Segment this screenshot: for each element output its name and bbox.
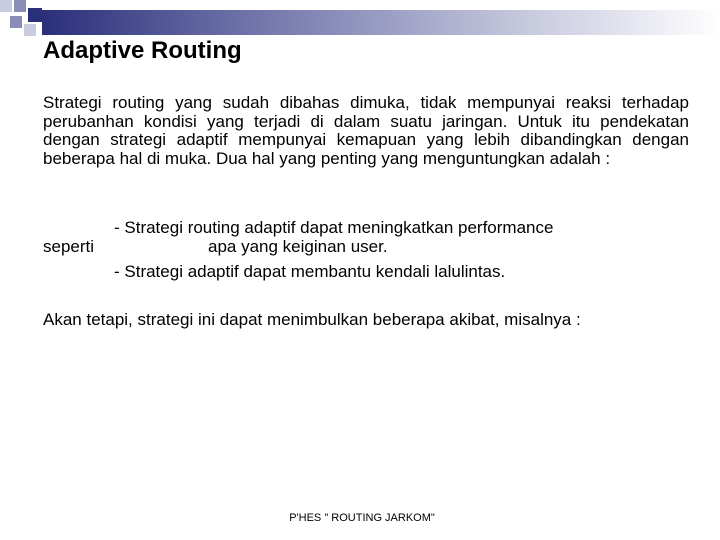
header-gradient-bar xyxy=(42,10,720,35)
closing-paragraph: Akan tetapi, strategi ini dapat menimbulkan beberapa akibat, misalnya : xyxy=(43,310,581,329)
seperti-label: seperti xyxy=(43,237,95,256)
bullet-1-line-2: apa yang keiginan user. xyxy=(208,237,388,256)
deco-square-1 xyxy=(0,0,12,12)
deco-square-4 xyxy=(10,16,22,28)
deco-square-2 xyxy=(14,0,26,12)
footer-text: P'HES " ROUTING JARKOM" xyxy=(289,512,435,524)
deco-square-3 xyxy=(28,8,42,22)
bullet-1-line-1: - Strategi routing adaptif dapat meningkatkan performance xyxy=(114,218,554,237)
intro-paragraph: Strategi routing yang sudah dibahas dimuka, tidak mempunyai reaksi terhadap perubanhan kondisi yang terjadi di dalam suatu jaringan. Untuk itu pendekatan dengan strategi adaptif mempunyai kemapuan yang lebih dibandingkan dengan beberapa hal di muka. Dua hal yang penting yang menguntungkan adalah : xyxy=(43,93,689,168)
slide-footer xyxy=(0,512,720,524)
deco-square-5 xyxy=(24,24,36,36)
bullet-2-line-1: - Strategi adaptif dapat membantu kendali lalulintas. xyxy=(114,262,506,281)
slide-title: Adaptive Routing xyxy=(43,37,242,64)
